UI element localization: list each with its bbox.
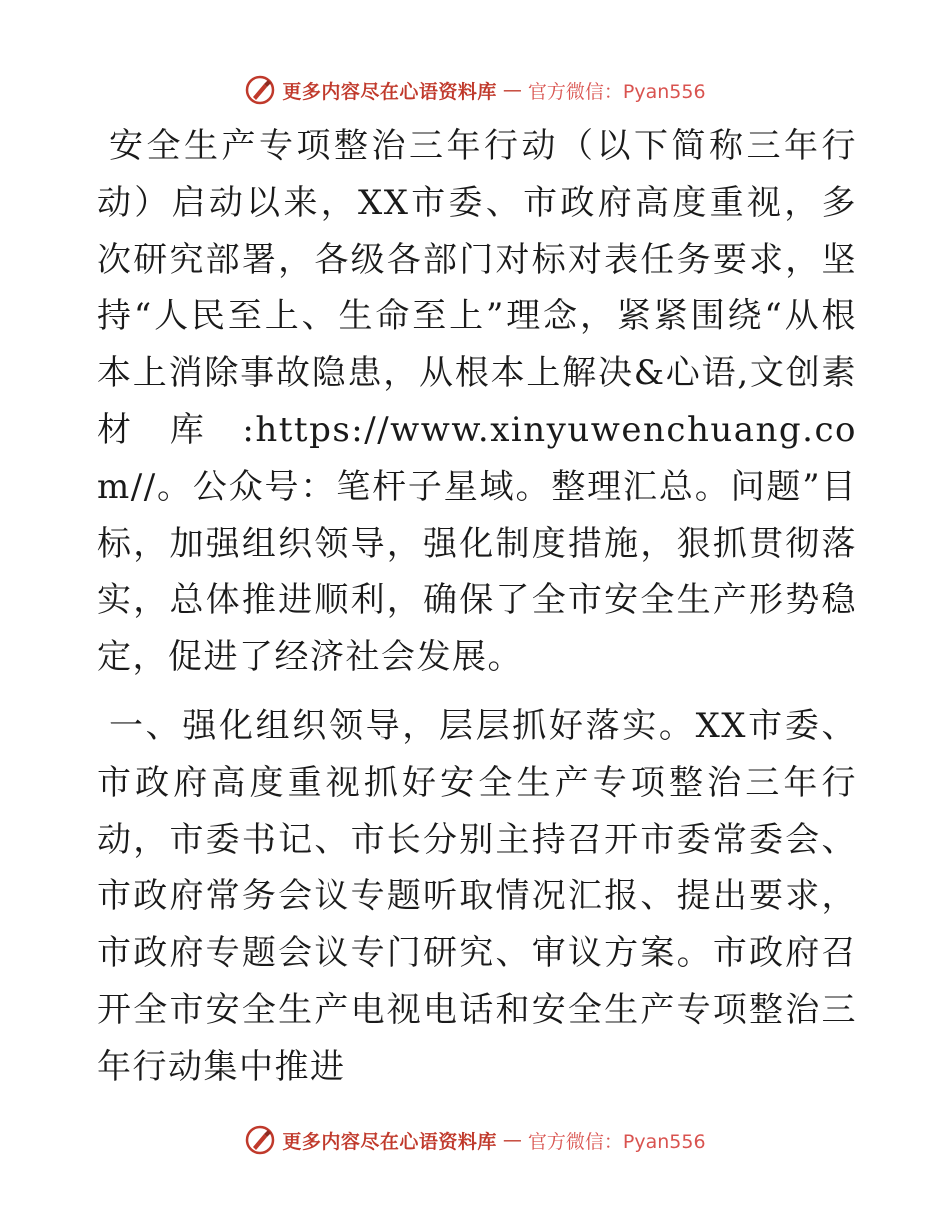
watermark-text: 更多内容尽在心语资料库	[282, 80, 497, 103]
pen-logo-icon	[244, 1124, 276, 1156]
document-body	[97, 118, 857, 1096]
paragraph-intro: 安全生产专项整治三年行动（以下简称三年行动）启动以来，XX市委、市政府高度重视，多次研究部署，各级各部门对标对表任务要求，坚持“人民至上、生命至上”理念，紧紧围绕“从根本上消除事故隐患，从根本上解决&心语,文创素材库:https://www.xinyuwenchuang.com//。公众号：笔杆子星域。整理汇总。问题”目标，加强组织领导，强化制度措施，狠抓贯彻落实，总体推进顺利，确保了全市安全生产形势稳定，促进了经济社会发展。	[97, 126, 857, 678]
watermark-header	[0, 70, 950, 110]
watermark-footer	[0, 1120, 950, 1160]
watermark-wechat: 官方微信：Pyan556	[527, 80, 706, 103]
pen-logo-icon	[244, 74, 276, 106]
paragraph-section-1: 一、强化组织领导，层层抓好落实。XX市委、市政府高度重视抓好安全生产专项整治三年行动，市委书记、市长分别主持召开市委常委会、市政府常务会议专题听取情况汇报、提出要求，市政府专题会议专门研究、审议方案。市政府召开全市安全生产电视电话和安全生产专项整治三年行动集中推进	[97, 705, 857, 1087]
watermark-wechat: 官方微信：Pyan556	[527, 1130, 706, 1153]
watermark-text: 更多内容尽在心语资料库	[282, 1130, 497, 1153]
watermark-separator: —	[502, 79, 522, 101]
watermark-separator: —	[502, 1129, 522, 1151]
